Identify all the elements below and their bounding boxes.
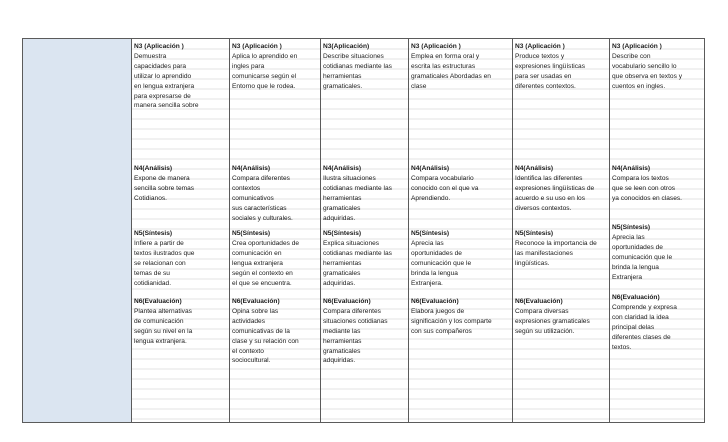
level-description: Aprecia las oportunidades de comunicación que le brinda la lengua Extranjera xyxy=(612,233,673,281)
level-description: Compara los textos que se leen con otros ya conocidos en clases. xyxy=(612,174,683,202)
rubric-grid xyxy=(22,38,705,423)
level-heading: N4(Análisis) xyxy=(232,165,271,172)
level-block-n6 xyxy=(134,297,228,347)
level-heading: N4(Análisis) xyxy=(411,165,450,172)
level-block-n5 xyxy=(323,229,407,297)
level-description: Aplica lo aprendido en ingles para comunicarse según el Entorno que le rodea. xyxy=(232,52,298,90)
level-description: Describe situaciones cotidianas mediante las herramientas gramaticales. xyxy=(323,52,392,90)
table-column-6 xyxy=(610,39,705,423)
level-block-n5 xyxy=(612,223,703,293)
level-heading: N6(Evaluación) xyxy=(232,298,280,305)
level-description: Aprecia las oportunidades de comunicación que le brinda la lengua Extranjera. xyxy=(411,239,472,287)
level-description: Produce textos y expresiones lingüísticas para ser usadas en diferentes contextos. xyxy=(515,52,586,90)
table-column-5 xyxy=(513,39,610,423)
level-description: Crea oportunidades de comunicación en lengua extranjera según el contexto en el que se encuentra. xyxy=(232,239,300,287)
table-column-4 xyxy=(409,39,513,423)
level-block-n5 xyxy=(515,229,608,297)
table-column-2 xyxy=(230,39,321,423)
level-description: Ilustra situaciones cotidianas mediante las herramientas gramaticales adquiridas. xyxy=(323,174,392,222)
table-column-1 xyxy=(132,39,230,423)
level-block-n5 xyxy=(134,229,228,297)
level-description: Compara diversas expresiones gramaticales según su utilización. xyxy=(515,307,590,335)
level-block-n4 xyxy=(612,164,703,223)
level-block-n4 xyxy=(323,164,407,229)
level-heading: N3 (Aplicación ) xyxy=(134,43,184,50)
level-heading: N6(Evaluación) xyxy=(411,298,459,305)
level-description: Emplea en forma oral y escrita las estructuras gramaticales Abordadas en clase xyxy=(411,52,491,90)
level-block-n4 xyxy=(134,164,228,229)
level-block-n6 xyxy=(232,297,319,366)
table-row xyxy=(23,39,705,423)
level-description: Explica situaciones cotidianas mediante las herramientas gramaticales adquiridas. xyxy=(323,239,392,287)
level-heading: N3 (Aplicación ) xyxy=(515,43,565,50)
level-block-n6 xyxy=(515,297,608,337)
level-description: Infiere a partir de textos ilustrados que se relacionan con temas de su cotidianidad. xyxy=(134,239,195,287)
level-heading: N5(Síntesis) xyxy=(232,230,271,237)
level-description: Compara diferentes contextos comunicativos sus características sociales y culturales. xyxy=(232,174,293,222)
level-block-n3 xyxy=(323,42,407,164)
level-heading: N6(Evaluación) xyxy=(134,298,182,305)
level-heading: N5(Síntesis) xyxy=(612,224,651,231)
level-heading: N3 (Aplicación ) xyxy=(411,43,461,50)
level-block-n4 xyxy=(411,164,511,229)
level-description: Elabora juegos de significación y los comparte con sus compañeros xyxy=(411,307,492,335)
level-block-n6 xyxy=(411,297,511,337)
level-description: Plantea alternativas de comunicación según su nivel en la lengua extranjera. xyxy=(134,307,193,345)
level-block-n3 xyxy=(411,42,511,164)
level-heading: N3 (Aplicación ) xyxy=(232,43,282,50)
level-heading: N6(Evaluación) xyxy=(323,298,371,305)
level-description: Opina sobre las actividades comunicativas de la clase y su relación con el contexto sociocultural. xyxy=(232,307,299,365)
level-block-n3 xyxy=(515,42,608,164)
table-column-3 xyxy=(321,39,409,423)
rubric-table xyxy=(22,38,699,423)
level-block-n4 xyxy=(232,164,319,229)
level-heading: N5(Síntesis) xyxy=(411,230,450,237)
level-description: Expone de manera sencilla sobre temas Cotidianos. xyxy=(134,174,195,202)
level-heading: N5(Síntesis) xyxy=(515,230,554,237)
level-description: Describe con vocabulario sencillo lo que observa en textos y cuentos en ingles. xyxy=(612,52,683,90)
level-description: Comprende y expresa con claridad la idea principal delas diferentes clases de textos. xyxy=(612,303,677,351)
level-block-n5 xyxy=(232,229,319,297)
level-block-n4 xyxy=(515,164,608,229)
level-heading: N5(Síntesis) xyxy=(323,230,362,237)
level-description: Reconoce la importancia de las manifestaciones lingüísticas. xyxy=(515,239,597,267)
level-heading: N6(Evaluación) xyxy=(515,298,563,305)
level-heading: N3 (Aplicación ) xyxy=(612,43,662,50)
level-heading: N4(Análisis) xyxy=(134,165,173,172)
level-description: Compara diferentes situaciones cotidianas mediante las herramientas gramaticales adquiridas. xyxy=(323,307,388,365)
level-heading: N4(Análisis) xyxy=(612,165,651,172)
level-heading: N5(Síntesis) xyxy=(134,230,173,237)
level-block-n3 xyxy=(134,42,228,164)
level-heading: N3(Aplicación) xyxy=(323,43,370,50)
level-description: Demuestra capacidades para utilizar lo aprendido en lengua extranjera para expresarse de manera sencilla sobre xyxy=(134,52,199,110)
side-header-cell xyxy=(23,39,132,423)
level-block-n3 xyxy=(232,42,319,164)
level-description: Compara vocabulario conocido con el que va Aprendiendo. xyxy=(411,174,479,202)
level-block-n3 xyxy=(612,42,703,164)
level-block-n5 xyxy=(411,229,511,297)
level-description: Identifica las diferentes expresiones lingüísticas de acuerdo e su uso en los diversos contextos. xyxy=(515,174,595,212)
level-block-n6 xyxy=(612,293,703,352)
level-heading: N4(Análisis) xyxy=(323,165,362,172)
level-heading: N6(Evaluación) xyxy=(612,294,660,301)
level-block-n6 xyxy=(323,297,407,366)
level-heading: N4(Análisis) xyxy=(515,165,554,172)
